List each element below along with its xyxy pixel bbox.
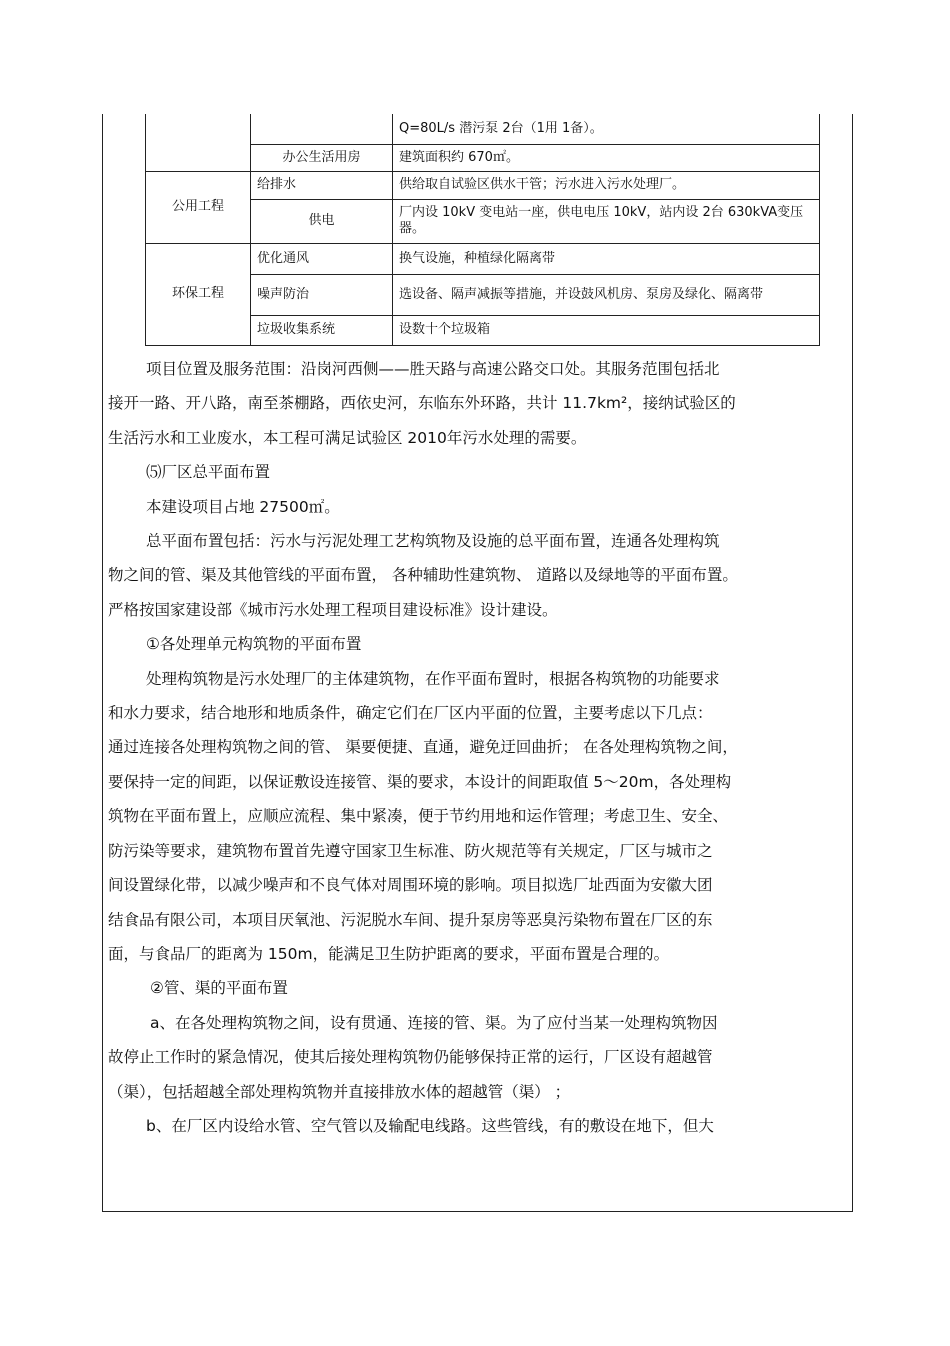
paragraph-line: 通过连接各处理构筑物之间的管、 渠要便捷、直通，避免迂回曲折； 在各处理构筑物之间， [108, 738, 738, 757]
paragraph-line: 项目位置及服务范围：沿岗河西侧——胜天路与高速公路交口处。其服务范围包括北 [146, 360, 720, 378]
subsection-heading: ②管、渠的平面布置 [150, 979, 288, 998]
table-item-cell: 给排水 [251, 171, 393, 199]
paragraph-line: 间设置绿化带，以减少噪声和不良气体对周围环境的影响。项目拟选厂址西面为安徽大团 [108, 876, 713, 895]
paragraph-line: b、在厂区内设给水管、空气管以及输配电线路。这些管线，有的敷设在地下，但大 [146, 1116, 714, 1135]
paragraph-line: 结食品有限公司，本项目厌氧池、污泥脱水车间、提升泵房等恶臭污染物布置在厂区的东 [108, 910, 713, 929]
table-category-cell [146, 114, 251, 171]
body-text [108, 352, 850, 1143]
paragraph-line: 处理构筑物是污水处理厂的主体建筑物，在作平面布置时，根据各构筑物的功能要求 [146, 669, 720, 688]
paragraph-line: （渠），包括超越全部处理构筑物并直接排放水体的超越管（渠） ； [108, 1082, 571, 1101]
paragraph-line: 物之间的管、渠及其他管线的平面布置， 各种辅助性建筑物、 道路以及绿地等的平面布置。 [108, 566, 738, 585]
paragraph-line: 和水力要求，结合地形和地质条件，确定它们在厂区内平面的位置，主要考虑以下几点： [108, 704, 713, 723]
paragraph-line: 筑物在平面布置上，应顺应流程、集中紧凑，便于节约用地和运作管理；考虑卫生、安全、 [108, 807, 729, 826]
table-detail-cell: 厂内设 10kV 变电站一座，供电电压 10kV，站内设 2台 630kVA变压器。 [393, 199, 820, 243]
paragraph-line: 总平面布置包括：污水与污泥处理工艺构筑物及设施的总平面布置，连通各处理构筑 [146, 532, 720, 551]
paragraph-line: 故停止工作时的紧急情况，使其后接处理构筑物仍能够保持正常的运行，厂区设有超越管 [108, 1048, 713, 1067]
table-row [146, 243, 820, 274]
project-composition-table [145, 114, 820, 346]
table-item-cell: 噪声防治 [251, 274, 393, 315]
table-row [146, 171, 820, 199]
table-detail-cell: Q=80L/s 潜污泵 2台（1用 1备）。 [393, 114, 820, 144]
paragraph-line: 本建设项目占地 27500㎡。 [146, 497, 340, 516]
table-category-cell: 公用工程 [146, 171, 251, 243]
section-heading: ⑸厂区总平面布置 [146, 463, 271, 482]
table-detail-cell: 选设备、隔声减振等措施，并设鼓风机房、泵房及绿化、隔离带 [393, 274, 820, 315]
table-detail-cell: 换气设施，种植绿化隔离带 [393, 243, 820, 274]
table-detail-cell: 供给取自试验区供水干管；污水进入污水处理厂。 [393, 171, 820, 199]
paragraph-line: 生活污水和工业废水，本工程可满足试验区 2010年污水处理的需要。 [108, 428, 587, 447]
subsection-heading: ①各处理单元构筑物的平面布置 [146, 635, 362, 654]
table-item-cell: 优化通风 [251, 243, 393, 274]
table-item-cell: 供电 [251, 199, 393, 243]
table-detail-cell: 建筑面积约 670㎡。 [393, 144, 820, 171]
table-item-cell: 垃圾收集系统 [251, 315, 393, 345]
paragraph-line: 防污染等要求，建筑物布置首先遵守国家卫生标准、防火规范等有关规定，厂区与城市之 [108, 841, 713, 860]
table-row [146, 114, 820, 144]
table-category-cell: 环保工程 [146, 243, 251, 345]
paragraph-line: a、在各处理构筑物之间，设有贯通、连接的管、渠。为了应付当某一处理构筑物因 [150, 1013, 718, 1032]
table-detail-cell: 设数十个垃圾箱 [393, 315, 820, 345]
paragraph-line: 接开一路、开八路，南至茶棚路，西依史河，东临东外环路，共计 11.7km²，接纳试验区的 [108, 394, 736, 413]
table-item-cell [251, 114, 393, 144]
paragraph-line: 面，与食品厂的距离为 150m，能满足卫生防护距离的要求，平面布置是合理的。 [108, 944, 670, 963]
paragraph-line: 严格按国家建设部《城市污水处理工程项目建设标准》设计建设。 [108, 600, 558, 619]
table-item-cell: 办公生活用房 [251, 144, 393, 171]
paragraph-line: 要保持一定的间距，以保证敷设连接管、渠的要求，本设计的间距取值 5～20m，各处理构 [108, 772, 732, 791]
